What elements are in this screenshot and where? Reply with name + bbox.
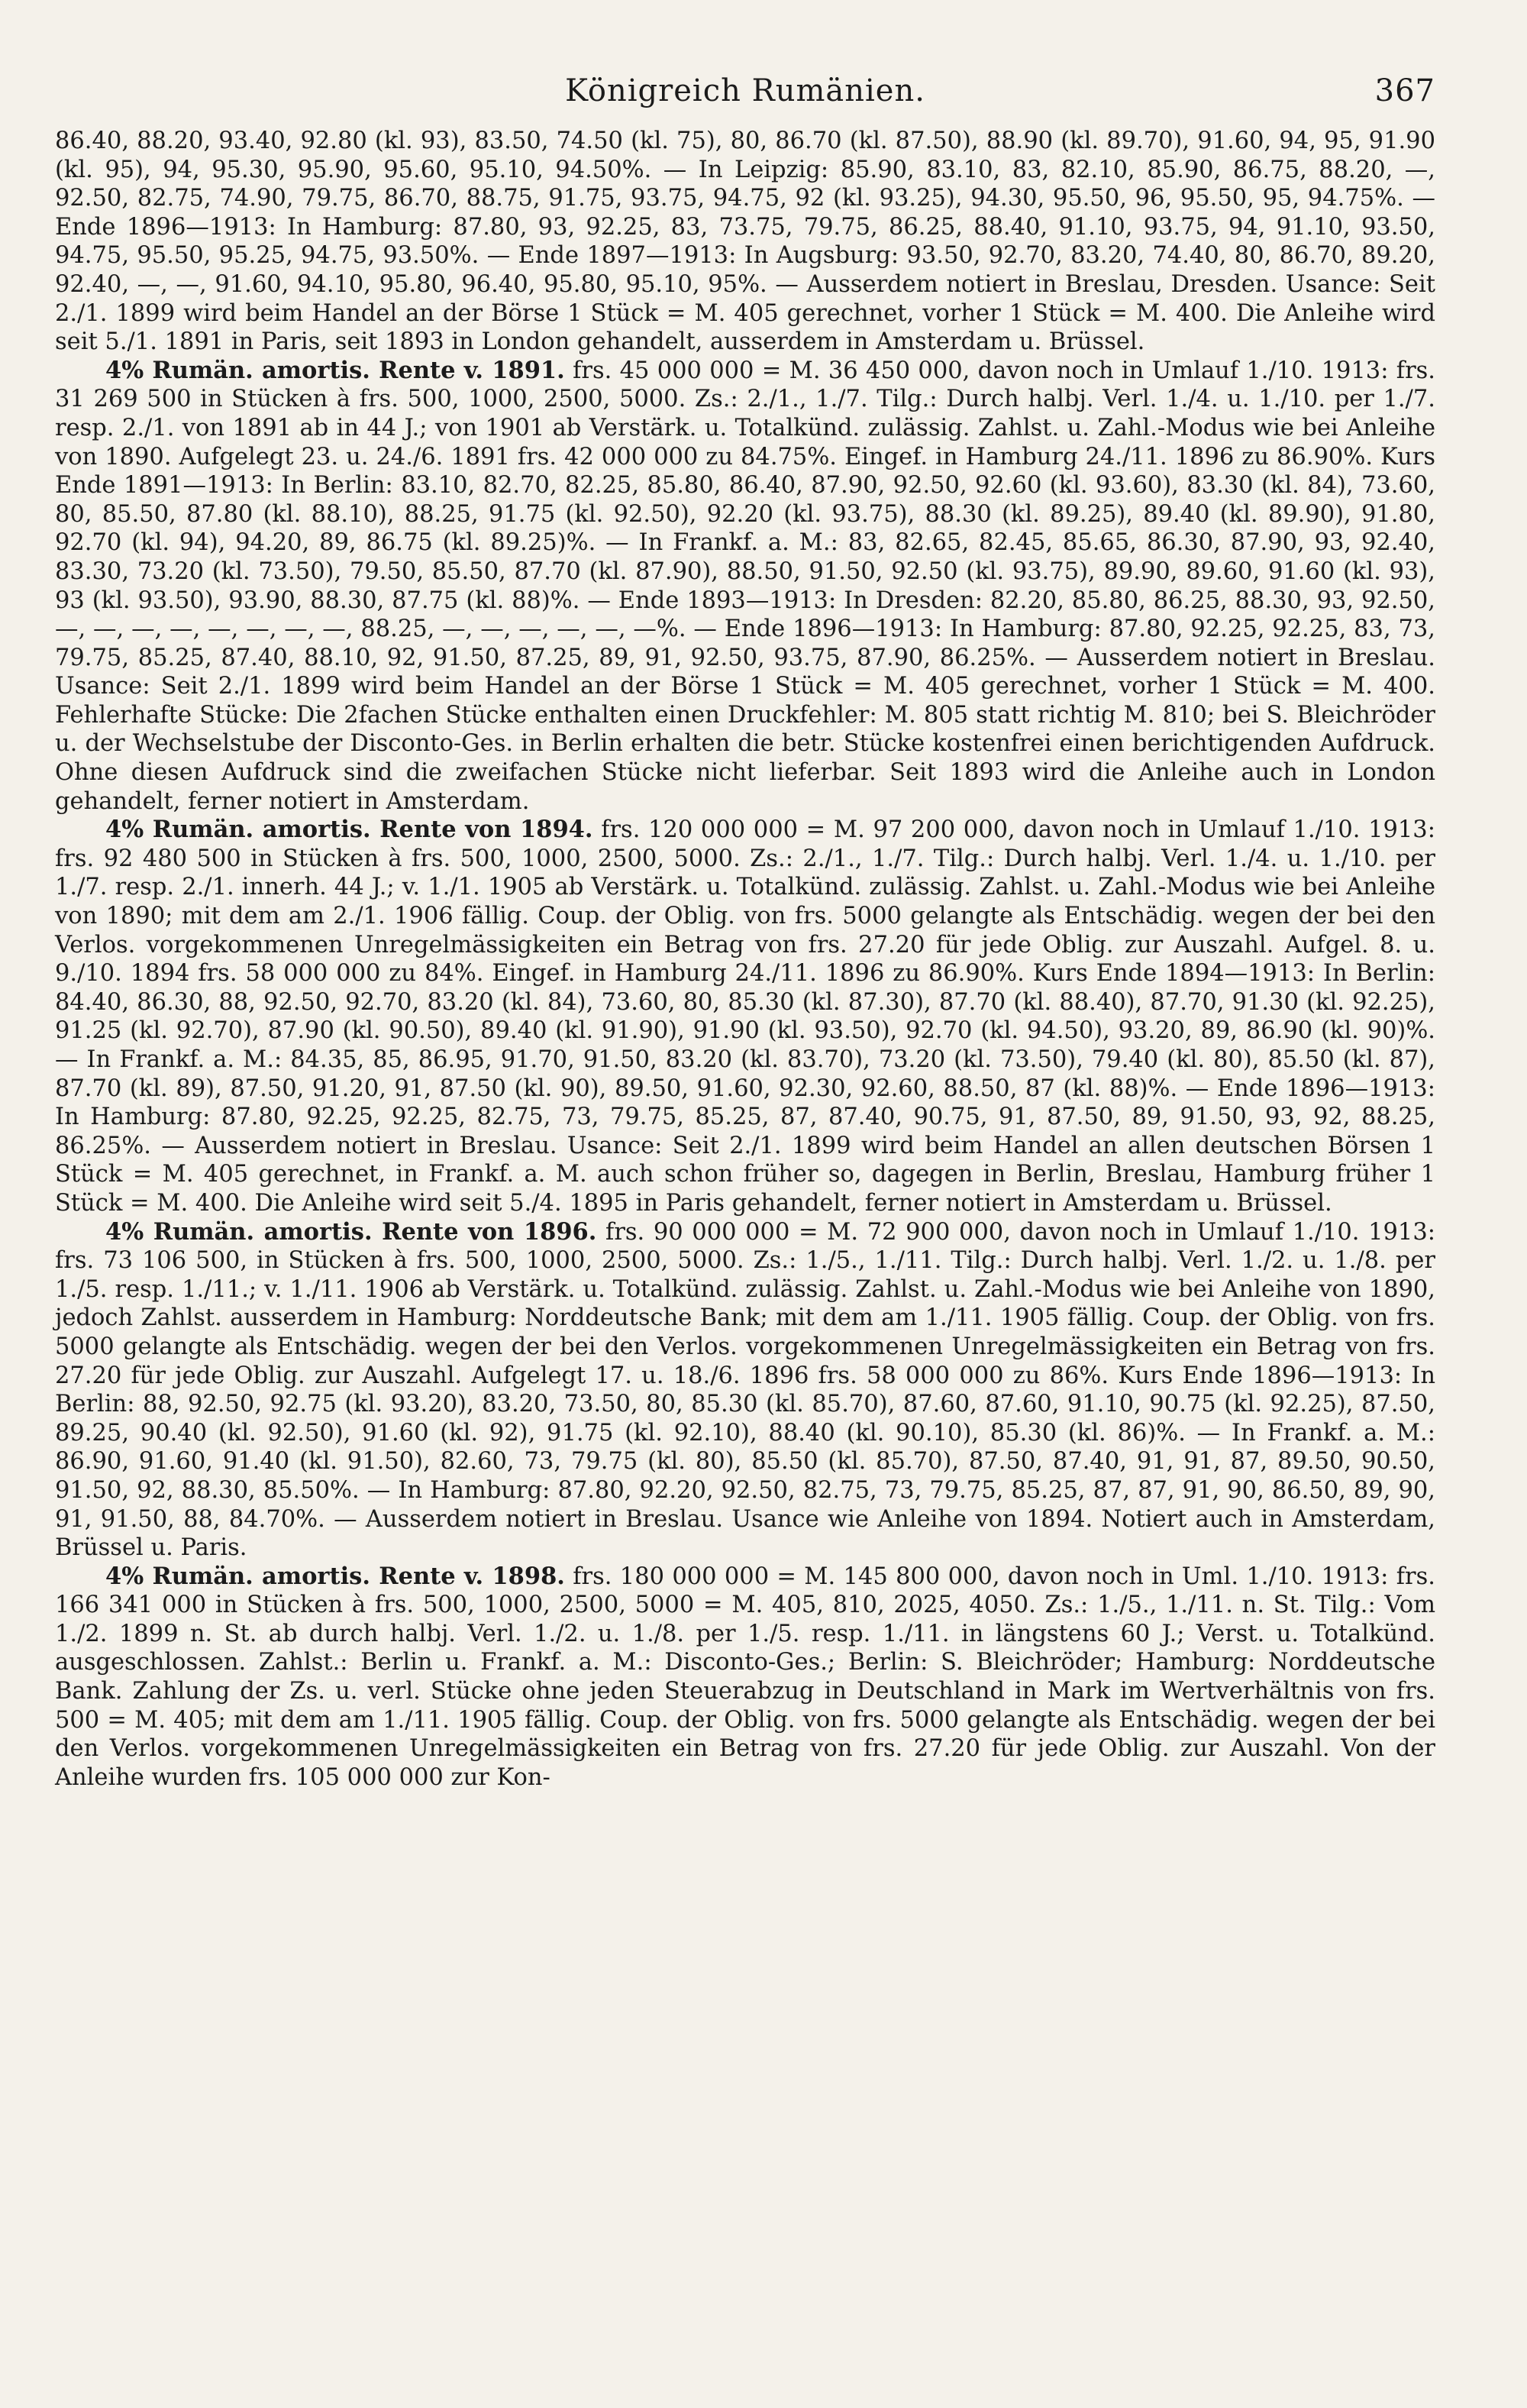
entry-text: frs. 120 000 000 = M. 97 200 000, davon noch in Umlauf 1./10. 1913: frs. 92 480 500 in Stücken à frs. 500, 1000, 2500, 5000. Zs.: 2./1., 1./7. Tilg.: Durch halbj. Verl. 1./4. u. 1./10. per 1./7. resp. 2./1. innerh. 44 J.; v. 1./1. 1905 ab Verstärk. u. Totalkünd. zulässig. Zahlst. u. Zahl.-Modus wie bei Anleihe von 1890; mit dem am 2./1. 1906 fällig. Coup. der Oblig. von frs. 5000 gelangte als Entschädig. wegen der bei den Verlos. vorgekommenen Unregelmässigkeiten ein Betrag von frs. 27.20 für jede Oblig. zur Auszahl. Aufgel. 8. u. 9./10. 1894 frs. 58 000 000 zu 84%. Eingef. in Hamburg 24./11. 1896 zu 86.90%. Kurs Ende 1894—1913: In Berlin: 84.40, 86.30, 88, 92.50, 92.70, 83.20 (kl. 84), 73.60, 80, 85.30 (kl. 87.30), 87.70 (kl. 88.40), 87.70, 91.30 (kl. 92.25), 91.25 (kl. 92.70), 87.90 (kl. 90.50), 89.40 (kl. 91.90), 91.90 (kl. 93.50), 92.70 (kl. 94.50), 93.20, 89, 86.90 (kl. 90)%. — In Frankf. a. M.: 84.35, 85, 86.95, 91.70, 91.50, 83.20 (kl. 83.70), 73.20 (kl. 73.50), 79.40 (kl. 80), 85.50 (kl. 87), 87.70 (kl. 89), 87.50, 91.20, 91, 87.50 (kl. 90), 89.50, 91.60, 92.30, 92.60, 88.50, 87 (kl. 88)%. — Ende 1896—1913: In Hamburg: 87.80, 92.25, 92.25, 82.75, 73, 79.75, 85.25, 87, 87.40, 90.75, 91, 87.50, 89, 91.50, 93, 92, 88.25, 86.25%. — Ausserdem notiert in Breslau. Usance: Seit 2./1. 1899 wird beim Handel an allen deutschen Börsen 1 Stück = M. 405 gerechnet, in Frankf. a. M. auch schon früher so, dagegen in Berlin, Breslau, Hamburg früher 1 Stück = M. 400. Die Anleihe wird seit 5./4. 1895 in Paris gehandelt, ferner notiert in Amsterdam u. Brüssel.	[55, 816, 1435, 1217]
entry-text: frs. 45 000 000 = M. 36 450 000, davon noch in Umlauf 1./10. 1913: frs. 31 269 500 in Stücken à frs. 500, 1000, 2500, 5000. Zs.: 2./1., 1./7. Tilg.: Durch halbj. Verl. 1./4. u. 1./10. per 1./7. resp. 2./1. von 1891 ab in 44 J.; von 1901 ab Verstärk. u. Totalkünd. zulässig. Zahlst. u. Zahl.-Modus wie bei Anleihe von 1890. Aufgelegt 23. u. 24./6. 1891 frs. 42 000 000 zu 84.75%. Eingef. in Hamburg 24./11. 1896 zu 86.90%. Kurs Ende 1891—1913: In Berlin: 83.10, 82.70, 82.25, 85.80, 86.40, 87.90, 92.50, 92.60 (kl. 93.60), 83.30 (kl. 84), 73.60, 80, 85.50, 87.80 (kl. 88.10), 88.25, 91.75 (kl. 92.50), 92.20 (kl. 93.75), 88.30 (kl. 89.25), 89.40 (kl. 89.90), 91.80, 92.70 (kl. 94), 94.20, 89, 86.75 (kl. 89.25)%. — In Frankf. a. M.: 83, 82.65, 82.45, 85.65, 86.30, 87.90, 93, 92.40, 83.30, 73.20 (kl. 73.50), 79.50, 85.50, 87.70 (kl. 87.90), 88.50, 91.50, 92.50 (kl. 93.75), 89.90, 89.60, 91.60 (kl. 93), 93 (kl. 93.50), 93.90, 88.30, 87.75 (kl. 88)%. — Ende 1893—1913: In Dresden: 82.20, 85.80, 86.25, 88.30, 93, 92.50, —, —, —, —, —, —, —, —, 88.25, —, —, —, —, —, —%. — Ende 1896—1913: In Hamburg: 87.80, 92.25, 92.25, 83, 73, 79.75, 85.25, 87.40, 88.10, 92, 91.50, 87.25, 89, 91, 92.50, 93.75, 87.90, 86.25%. — Ausserdem notiert in Breslau. Usance: Seit 2./1. 1899 wird beim Handel an der Börse 1 Stück = M. 405 gerechnet, vorher 1 Stück = M. 400. Fehlerhafte Stücke: Die 2fachen Stücke enthalten einen Druckfehler: M. 805 statt richtig M. 810; bei S. Bleichröder u. der Wechselstube der Disconto-Ges. in Berlin erhalten die betr. Stücke kostenfrei einen berichtigenden Aufdruck. Ohne diesen Aufdruck sind die zweifachen Stücke nicht lieferbar. Seit 1893 wird die Anleihe auch in London gehandelt, ferner notiert in Amsterdam.	[55, 357, 1435, 815]
entry-text: frs. 90 000 000 = M. 72 900 000, davon noch in Umlauf 1./10. 1913: frs. 73 106 500, in Stücken à frs. 500, 1000, 2500, 5000. Zs.: 1./5., 1./11. Tilg.: Durch halbj. Verl. 1./2. u. 1./8. per 1./5. resp. 1./11.; v. 1./11. 1906 ab Verstärk. u. Totalkünd. zulässig. Zahlst. u. Zahl.-Modus wie bei Anleihe von 1890, jedoch Zahlst. ausserdem in Hamburg: Norddeutsche Bank; mit dem am 1./11. 1905 fällig. Coup. der Oblig. von frs. 5000 gelangte als Entschädig. wegen der bei den Verlos. vorgekommenen Unregelmässigkeiten ein Betrag von frs. 27.20 für jede Oblig. zur Auszahl. Aufgelegt 17. u. 18./6. 1896 frs. 58 000 000 zu 86%. Kurs Ende 1896—1913: In Berlin: 88, 92.50, 92.75 (kl. 93.20), 83.20, 73.50, 80, 85.30 (kl. 85.70), 87.60, 87.60, 91.10, 90.75 (kl. 92.25), 87.50, 89.25, 90.40 (kl. 92.50), 91.60 (kl. 92), 91.75 (kl. 92.10), 88.40 (kl. 90.10), 85.30 (kl. 86)%. — In Frankf. a. M.: 86.90, 91.60, 91.40 (kl. 91.50), 82.60, 73, 79.75 (kl. 80), 85.50 (kl. 85.70), 87.50, 87.40, 91, 91, 87, 89.50, 90.50, 91.50, 92, 88.30, 85.50%. — In Hamburg: 87.80, 92.20, 92.50, 82.75, 73, 79.75, 85.25, 87, 87, 91, 90, 86.50, 89, 90, 91, 91.50, 88, 84.70%. — Ausserdem notiert in Breslau. Usance wie Anleihe von 1894. Notiert auch in Amsterdam, Brüssel u. Paris.	[55, 1218, 1436, 1562]
entry-heading: 4% Rumän. amortis. Rente v. 1898.	[105, 1562, 565, 1590]
entry-heading: 4% Rumän. amortis. Rente von 1896.	[105, 1217, 597, 1246]
running-header	[55, 73, 1435, 127]
entry-rente-1891	[55, 357, 1435, 816]
paragraph-continuation	[55, 127, 1435, 357]
paragraph-text: 86.40, 88.20, 93.40, 92.80 (kl. 93), 83.50, 74.50 (kl. 75), 80, 86.70 (kl. 87.50), 88.90 (kl. 89.70), 91.60, 94, 95, 91.90 (kl. 95), 94, 95.30, 95.90, 95.60, 95.10, 94.50%. — In Leipzig: 85.90, 83.10, 83, 82.10, 85.90, 86.75, 88.20, —, 92.50, 82.75, 74.90, 79.75, 86.70, 88.75, 91.75, 93.75, 94.75, 92 (kl. 93.25), 94.30, 95.50, 96, 95.50, 95, 94.75%. — Ende 1896—1913: In Hamburg: 87.80, 93, 92.25, 83, 73.75, 79.75, 86.25, 88.40, 91.10, 93.75, 94, 91.10, 93.50, 94.75, 95.50, 95.25, 94.75, 93.50%. — Ende 1897—1913: In Augsburg: 93.50, 92.70, 83.20, 74.40, 80, 86.70, 89.20, 92.40, —, —, 91.60, 94.10, 95.80, 96.40, 95.80, 95.10, 95%. — Ausserdem notiert in Breslau, Dresden. Usance: Seit 2./1. 1899 wird beim Handel an der Börse 1 Stück = M. 405 gerechnet, vorher 1 Stück = M. 400. Die Anleihe wird seit 5./1. 1891 in Paris, seit 1893 in London gehandelt, ausserdem in Amsterdam u. Brüssel.	[55, 128, 1435, 356]
header-title: Königreich Rumänien.	[565, 73, 925, 108]
entry-rente-1898	[55, 1563, 1435, 1792]
entry-rente-1896	[55, 1218, 1435, 1563]
entry-text: frs. 180 000 000 = M. 145 800 000, davon noch in Uml. 1./10. 1913: frs. 166 341 000 in Stücken à frs. 500, 1000, 2500, 5000 = M. 405, 810, 2025, 4050. Zs.: 1./5., 1./11. n. St. Tilg.: Vom 1./2. 1899 n. St. ab durch halbj. Verl. 1./2. u. 1./8. per 1./5. resp. 1./11. in längstens 60 J.; Verst. u. Totalkünd. ausgeschlossen. Zahlst.: Berlin u. Frankf. a. M.: Disconto-Ges.; Berlin: S. Bleichröder; Hamburg: Norddeutsche Bank. Zahlung der Zs. u. verl. Stücke ohne jeden Steuerabzug in Deutschland in Mark im Wertverhältnis von frs. 500 = M. 405; mit dem am 1./11. 1905 fällig. Coup. der Oblig. von frs. 5000 gelangte als Entschädig. wegen der bei den Verlos. vorgekommenen Unregelmässigkeiten ein Betrag von frs. 27.20 für jede Oblig. zur Auszahl. Von der Anleihe wurden frs. 105 000 000 zur Kon-	[55, 1563, 1435, 1791]
entry-rente-1894	[55, 816, 1435, 1217]
entry-heading: 4% Rumän. amortis. Rente von 1894.	[105, 816, 593, 844]
page-number: 367	[1374, 73, 1435, 108]
entry-heading: 4% Rumän. amortis. Rente v. 1891.	[105, 356, 565, 384]
body-text	[55, 127, 1435, 1792]
